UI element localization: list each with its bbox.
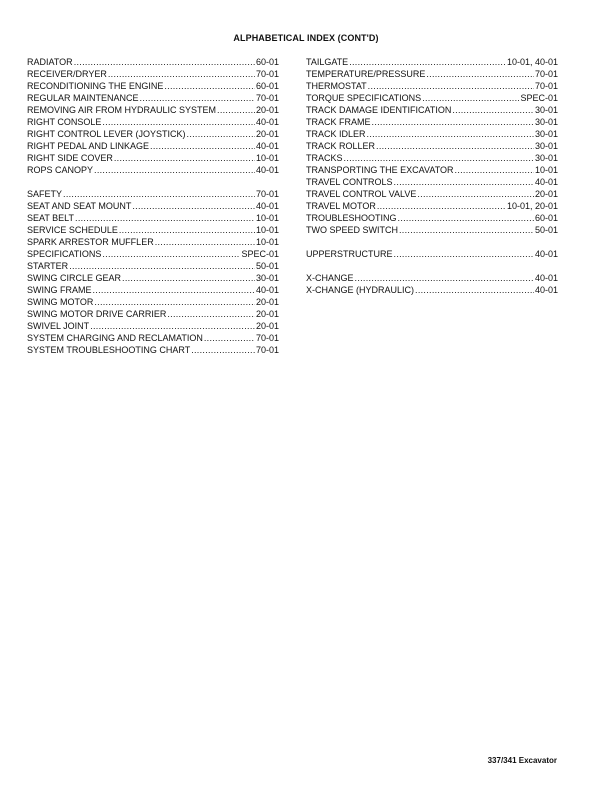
index-page-ref: SPEC-01 [520, 93, 558, 103]
dot-leader [119, 224, 255, 236]
index-page-ref: 30-01 [534, 105, 558, 115]
index-entry [306, 68, 558, 80]
dot-leader [155, 236, 255, 248]
dot-leader [217, 104, 255, 116]
index-term: TRACK ROLLER [306, 141, 376, 151]
index-term: SERVICE SCHEDULE [27, 225, 118, 235]
index-term: UPPERSTRUCTURE [306, 249, 393, 259]
dot-leader [417, 188, 534, 200]
dot-leader [102, 116, 255, 128]
index-page-ref: 60-01 [534, 213, 558, 223]
dot-leader [63, 188, 255, 200]
index-page-ref: 40-01 [255, 141, 279, 151]
index-term: SPECIFICATIONS [27, 249, 102, 259]
index-entry [306, 200, 558, 212]
index-entry [27, 128, 279, 140]
dot-leader [74, 56, 255, 68]
index-page-ref: 10-01 [255, 237, 279, 247]
index-group-gap [306, 236, 558, 248]
index-entry [27, 272, 279, 284]
dot-leader [415, 284, 534, 296]
index-entry [27, 116, 279, 128]
index-page-ref: 60-01 [255, 81, 279, 91]
index-term: RIGHT CONTROL LEVER (JOYSTICK) [27, 129, 186, 139]
index-term: RECEIVER/DRYER [27, 69, 107, 79]
dot-leader [102, 248, 240, 260]
index-term: RECONDITIONING THE ENGINE [27, 81, 164, 91]
index-term: SWING MOTOR [27, 297, 94, 307]
dot-leader [191, 344, 255, 356]
index-page-ref: SPEC-01 [241, 249, 279, 259]
index-entry [27, 332, 279, 344]
index-group-gap [306, 260, 558, 272]
dot-leader [452, 104, 534, 116]
dot-leader [394, 248, 534, 260]
index-term: RIGHT CONSOLE [27, 117, 102, 127]
index-term: TRANSPORTING THE EXCAVATOR [306, 165, 454, 175]
dot-leader [164, 80, 255, 92]
index-term: SYSTEM TROUBLESHOOTING CHART [27, 345, 191, 355]
index-term: TRACK FRAME [306, 117, 371, 127]
index-entry [27, 248, 279, 260]
dot-leader [93, 284, 255, 296]
dot-leader [140, 92, 255, 104]
index-page-ref: 60-01 [255, 57, 279, 67]
index-page-ref: 70-01 [255, 333, 279, 343]
dot-leader [204, 332, 255, 344]
index-page-ref: 20-01 [534, 189, 558, 199]
index-page-ref: 40-01 [255, 165, 279, 175]
dot-leader [94, 164, 255, 176]
index-page-ref: 20-01 [255, 309, 279, 319]
index-term: RIGHT SIDE COVER [27, 153, 113, 163]
index-term: RADIATOR [27, 57, 73, 67]
dot-leader [150, 140, 255, 152]
index-entry [27, 344, 279, 356]
index-entry [306, 92, 558, 104]
index-term: SAFETY [27, 189, 63, 199]
index-entry [306, 104, 558, 116]
index-entry [27, 224, 279, 236]
index-page-ref: 70-01 [534, 69, 558, 79]
index-term: TWO SPEED SWITCH [306, 225, 398, 235]
index-term: TORQUE SPECIFICATIONS [306, 93, 422, 103]
index-term: TRAVEL MOTOR [306, 201, 376, 211]
index-page-ref: 40-01 [534, 273, 558, 283]
index-entry [27, 104, 279, 116]
dot-leader [367, 128, 534, 140]
index-term: SWING MOTOR DRIVE CARRIER [27, 309, 167, 319]
index-entry [306, 248, 558, 260]
footer-model: 337/341 Excavator [487, 756, 557, 765]
index-page-ref: 20-01 [255, 105, 279, 115]
index-entry [27, 212, 279, 224]
index-entry [27, 56, 279, 68]
index-page-ref: 30-01 [534, 153, 558, 163]
index-page-ref: 40-01 [255, 285, 279, 295]
index-term: ROPS CANOPY [27, 165, 94, 175]
index-entry [27, 260, 279, 272]
index-entry [27, 140, 279, 152]
index-page-ref: 40-01 [255, 117, 279, 127]
dot-leader [372, 116, 534, 128]
index-group-gap [27, 176, 279, 188]
index-term: TRACK IDLER [306, 129, 366, 139]
dot-leader [399, 224, 534, 236]
index-entry [306, 224, 558, 236]
index-page-ref: 70-01 [255, 93, 279, 103]
index-entry [27, 92, 279, 104]
index-term: REGULAR MAINTENANCE [27, 93, 139, 103]
index-entry [27, 308, 279, 320]
dot-leader [455, 164, 534, 176]
dot-leader [422, 92, 519, 104]
index-page-ref: 50-01 [534, 225, 558, 235]
index-page-ref: 30-01 [534, 129, 558, 139]
index-term: TRACK DAMAGE IDENTIFICATION [306, 105, 452, 115]
index-entry [27, 320, 279, 332]
index-entry [27, 68, 279, 80]
index-page-ref: 10-01 [534, 165, 558, 175]
index-page-ref: 10-01, 40-01 [506, 57, 558, 67]
index-term: TEMPERATURE/PRESSURE [306, 69, 426, 79]
index-term: SYSTEM CHARGING AND RECLAMATION [27, 333, 203, 343]
index-entry [27, 200, 279, 212]
index-page-ref: 40-01 [534, 177, 558, 187]
index-term: SPARK ARRESTOR MUFFLER [27, 237, 154, 247]
index-term: REMOVING AIR FROM HYDRAULIC SYSTEM [27, 105, 217, 115]
index-term: SWING FRAME [27, 285, 92, 295]
index-entry [27, 152, 279, 164]
index-term: STARTER [27, 261, 69, 271]
index-column-left [27, 56, 279, 356]
index-page-ref: 30-01 [534, 141, 558, 151]
index-entry [27, 296, 279, 308]
index-entry [306, 56, 558, 68]
dot-leader [376, 140, 534, 152]
dot-leader [94, 296, 255, 308]
index-page-ref: 10-01 [255, 213, 279, 223]
index-entry [306, 116, 558, 128]
index-page-ref: 30-01 [534, 117, 558, 127]
dot-leader [344, 152, 534, 164]
index-page-ref: 20-01 [255, 297, 279, 307]
index-entry [27, 188, 279, 200]
index-entry [306, 272, 558, 284]
dot-leader [398, 212, 534, 224]
index-term: TROUBLESHOOTING [306, 213, 397, 223]
dot-leader [114, 152, 255, 164]
index-term: TAILGATE [306, 57, 349, 67]
index-entry [306, 128, 558, 140]
index-term: X-CHANGE (HYDRAULIC) [306, 285, 415, 295]
index-page-ref: 20-01 [255, 129, 279, 139]
index-entry [306, 176, 558, 188]
index-page-ref: 50-01 [255, 261, 279, 271]
index-term: TRAVEL CONTROL VALVE [306, 189, 417, 199]
dot-leader [69, 260, 255, 272]
dot-leader [355, 272, 534, 284]
index-page-ref: 40-01 [255, 201, 279, 211]
index-entry [27, 284, 279, 296]
dot-leader [187, 128, 255, 140]
dot-leader [132, 200, 255, 212]
dot-leader [108, 68, 255, 80]
index-term: SWING CIRCLE GEAR [27, 273, 122, 283]
dot-leader [75, 212, 255, 224]
dot-leader [394, 176, 534, 188]
index-page-ref: 30-01 [255, 273, 279, 283]
index-page-ref: 40-01 [534, 285, 558, 295]
index-entry [306, 164, 558, 176]
index-term: SWIVEL JOINT [27, 321, 90, 331]
index-entry [306, 212, 558, 224]
index-term: RIGHT PEDAL AND LINKAGE [27, 141, 150, 151]
dot-leader [368, 80, 534, 92]
index-page-ref: 20-01 [255, 321, 279, 331]
index-page-ref: 10-01 [255, 153, 279, 163]
dot-leader [90, 320, 255, 332]
dot-leader [122, 272, 255, 284]
index-entry [27, 236, 279, 248]
index-entry [306, 80, 558, 92]
index-entry [306, 284, 558, 296]
index-page-ref: 10-01 [255, 225, 279, 235]
dot-leader [167, 308, 255, 320]
index-term: THERMOSTAT [306, 81, 367, 91]
index-term: TRACKS [306, 153, 343, 163]
index-term: TRAVEL CONTROLS [306, 177, 393, 187]
index-page-ref: 70-01 [255, 345, 279, 355]
index-term: SEAT BELT [27, 213, 75, 223]
page-title: ALPHABETICAL INDEX (CONT'D) [233, 33, 379, 43]
index-page-ref: 70-01 [255, 69, 279, 79]
dot-leader [349, 56, 506, 68]
index-entry [27, 80, 279, 92]
index-column-right [306, 56, 558, 296]
index-term: SEAT AND SEAT MOUNT [27, 201, 132, 211]
dot-leader [377, 200, 506, 212]
index-entry [306, 152, 558, 164]
index-page-ref: 10-01, 20-01 [506, 201, 558, 211]
index-entry [306, 188, 558, 200]
dot-leader [426, 68, 534, 80]
index-page-ref: 40-01 [534, 249, 558, 259]
index-page-ref: 70-01 [255, 189, 279, 199]
index-entry [306, 140, 558, 152]
index-entry [27, 164, 279, 176]
index-page-ref: 70-01 [534, 81, 558, 91]
index-term: X-CHANGE [306, 273, 354, 283]
